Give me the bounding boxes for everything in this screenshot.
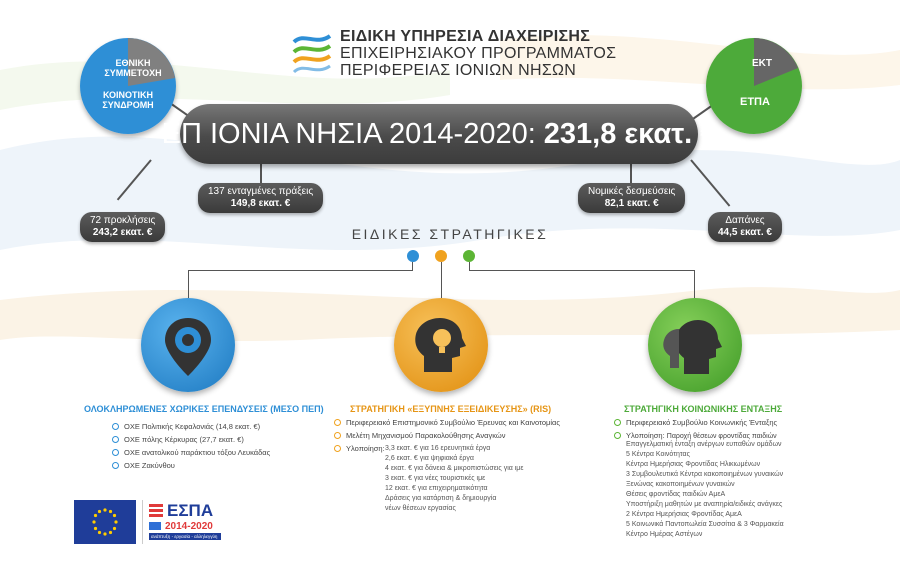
header-line-2: ΕΠΙΧΕΙΡΗΣΙΑΚΟΥ ΠΡΟΓΡΑΜΜΑΤΟΣ bbox=[340, 45, 617, 62]
strategy-dot-orange bbox=[435, 250, 447, 262]
col1-title: ΟΛΟΚΛΗΡΩΜΕΝΕΣ ΧΩΡΙΚΕΣ ΕΠΕΝΔΥΣΕΙΣ (ΜΕΣΟ ΠΕΠ) bbox=[84, 404, 324, 414]
connector-line bbox=[630, 163, 632, 185]
bullet-icon bbox=[614, 419, 621, 426]
sub-item: Υποστήριξη μαθητών με αναπηρία/ειδικές ανάγκες bbox=[626, 501, 783, 508]
strategy-dot-blue bbox=[407, 250, 419, 262]
tree-line bbox=[441, 262, 442, 298]
stat-commitments-label: Νομικές δεσμεύσεις bbox=[588, 186, 676, 197]
program-title: ΕΠ ΙΟΝΙΑ ΝΗΣΙΑ 2014-2020: bbox=[161, 117, 536, 150]
espa-text: ΕΣΠΑ bbox=[167, 501, 214, 520]
header-line-1: ΕΙΔΙΚΗ ΥΠΗΡΕΣΙΑ ΔΙΑΧΕΙΡΙΣΗΣ bbox=[340, 28, 591, 45]
bullet-icon bbox=[334, 445, 341, 452]
connector-line bbox=[260, 163, 262, 185]
strategies-title: ΕΙΔΙΚΕΣ ΣΤΡΑΤΗΓΙΚΕΣ bbox=[351, 226, 549, 242]
list-item: Υλοποίηση: bbox=[334, 442, 560, 455]
header-title bbox=[340, 28, 616, 79]
header-line-3: ΠΕΡΙΦΕΡΕΙΑΣ ΙΟΝΙΩΝ ΝΗΣΩΝ bbox=[340, 62, 577, 79]
smart-specialisation-icon bbox=[394, 298, 488, 392]
sub-item: 3 Συμβουλευτικά Κέντρα κακοποιημένων γυναικών bbox=[626, 471, 784, 478]
stat-projects-value: 149,8 εκατ. € bbox=[230, 198, 291, 209]
pie-label-national: ΕΘΝΙΚΗ ΣΥΜΜΕΤΟΧΗ bbox=[104, 58, 162, 78]
col1-list bbox=[112, 420, 270, 472]
col3-sublist bbox=[626, 440, 784, 540]
stat-expenses-label: Δαπάνες bbox=[725, 215, 765, 226]
espa-years: 2014-2020 bbox=[165, 521, 213, 532]
list-item: Υλοποίηση: Παροχή θέσεων φροντίδας παιδιών bbox=[614, 429, 777, 443]
pie-label-etpa: ΕΤΠΑ bbox=[740, 96, 770, 108]
col2-title: ΣΤΡΑΤΗΓΙΚΗ «ΕΞΥΠΝΗΣ ΕΞΕΙΔΙΚΕΥΣΗΣ» (RIS) bbox=[350, 404, 552, 414]
bullet-icon bbox=[112, 462, 119, 469]
eu-flag-logo bbox=[74, 500, 136, 544]
logo-waves-icon bbox=[292, 30, 332, 78]
stat-calls-value: 243,2 εκατ. € bbox=[92, 227, 153, 238]
stat-projects-label: 137 ενταγμένες πράξεις bbox=[208, 186, 314, 197]
col3-list bbox=[614, 416, 777, 443]
tree-line bbox=[469, 270, 694, 271]
pie-label-ekt: ΕΚΤ bbox=[752, 58, 772, 69]
bullet-icon bbox=[614, 432, 621, 439]
tree-line bbox=[188, 270, 189, 298]
bullet-icon bbox=[334, 419, 341, 426]
sub-item: Ξενώνας κακοποιημένων γυναικών bbox=[626, 481, 735, 488]
tree-line bbox=[694, 270, 695, 298]
stat-projects bbox=[198, 183, 323, 213]
integrated-investments-icon bbox=[141, 298, 235, 392]
col2-sublist bbox=[385, 444, 523, 514]
espa-logo bbox=[142, 500, 220, 544]
sub-item: Κέντρο Ημέρας Αστέγων bbox=[626, 531, 703, 538]
strategy-dot-green bbox=[463, 250, 475, 262]
funding-pie-right bbox=[706, 38, 802, 134]
sub-item: 2,6 εκατ. € για ψηφιακά έργα bbox=[385, 455, 474, 462]
sub-item: 3 εκατ. € για νέες τουριστικές ιμε bbox=[385, 475, 486, 482]
sub-item: Κέντρα Ημερήσιας Φροντίδας Ηλικιωμένων bbox=[626, 461, 761, 468]
espa-slogan: ανάπτυξη - εργασία - αλληλεγγύη bbox=[149, 533, 221, 540]
list-item: Περιφερειακό Συμβούλιο Κοινωνικής Ένταξης bbox=[614, 416, 777, 429]
stat-commitments-value: 82,1 εκατ. € bbox=[604, 198, 659, 209]
list-item: ΟΧΕ πόλης Κέρκυρας (27,7 εκατ. €) bbox=[112, 433, 270, 446]
bullet-icon bbox=[112, 449, 119, 456]
list-item: Περιφερειακό Επιστημονικό Συμβούλιο Έρευνας και Καινοτομίας bbox=[334, 416, 560, 429]
sub-item: Θέσεις φροντίδας παιδιών ΑμεΑ bbox=[626, 491, 726, 498]
sub-item: νέων θέσεων εργασίας bbox=[385, 505, 456, 512]
sub-item: 4 εκατ. € για δάνεια & μικροπιστώσεις για ιμε bbox=[385, 465, 524, 472]
tree-line bbox=[412, 262, 413, 270]
sub-item: 3,3 εκατ. € για 16 ερευνητικά έργα bbox=[385, 445, 491, 452]
col3-title: ΣΤΡΑΤΗΓΙΚΗ ΚΟΙΝΩΝΙΚΗΣ ΕΝΤΑΞΗΣ bbox=[624, 404, 783, 414]
list-item: ΟΧΕ Ζακύνθου bbox=[112, 459, 270, 472]
greek-flag-icon bbox=[149, 522, 161, 530]
social-inclusion-icon bbox=[648, 298, 742, 392]
tree-line bbox=[188, 270, 413, 271]
pie-label-community: ΚΟΙΝΟΤΙΚΗ ΣΥΝΔΡΟΜΗ bbox=[102, 90, 154, 110]
bullet-icon bbox=[112, 423, 119, 430]
stat-calls-label: 72 προκλήσεις bbox=[90, 215, 156, 226]
main-program-banner bbox=[161, 104, 717, 164]
bullet-icon bbox=[334, 432, 341, 439]
list-item: Μελέτη Μηχανισμού Παρακολούθησης Αναγκών bbox=[334, 429, 560, 442]
sub-item: 5 Κοινωνικά Παντοπωλεία Συσσίτια & 3 Φαρμακεία bbox=[626, 521, 784, 528]
program-amount: 231,8 εκατ. € bbox=[543, 117, 717, 150]
list-item: ΟΧΕ ανατολικού παράκτιου τόξου Λευκάδας bbox=[112, 446, 270, 459]
bullet-icon bbox=[112, 436, 119, 443]
sub-item: 2 Κέντρα Ημερήσιας Φροντίδας ΑμεΑ bbox=[626, 511, 742, 518]
stat-commitments bbox=[578, 183, 685, 213]
espa-stripes-icon bbox=[149, 504, 163, 516]
stat-expenses-value: 44,5 εκατ. € bbox=[718, 227, 772, 238]
sub-item: 12 εκατ. € για επιχειρηματικότητα bbox=[385, 485, 488, 492]
list-item: ΟΧΕ Πολιτικής Κεφαλονιάς (14,8 εκατ. €) bbox=[112, 420, 270, 433]
sub-item: 5 Κέντρα Κοινότητας bbox=[626, 451, 690, 458]
sub-item: Δράσεις για κατάρτιση & δημιουργία bbox=[385, 495, 497, 502]
sub-item: Επαγγελματική ένταξη ανέργων ευπαθών ομάδων bbox=[626, 441, 782, 448]
tree-line bbox=[469, 262, 470, 270]
